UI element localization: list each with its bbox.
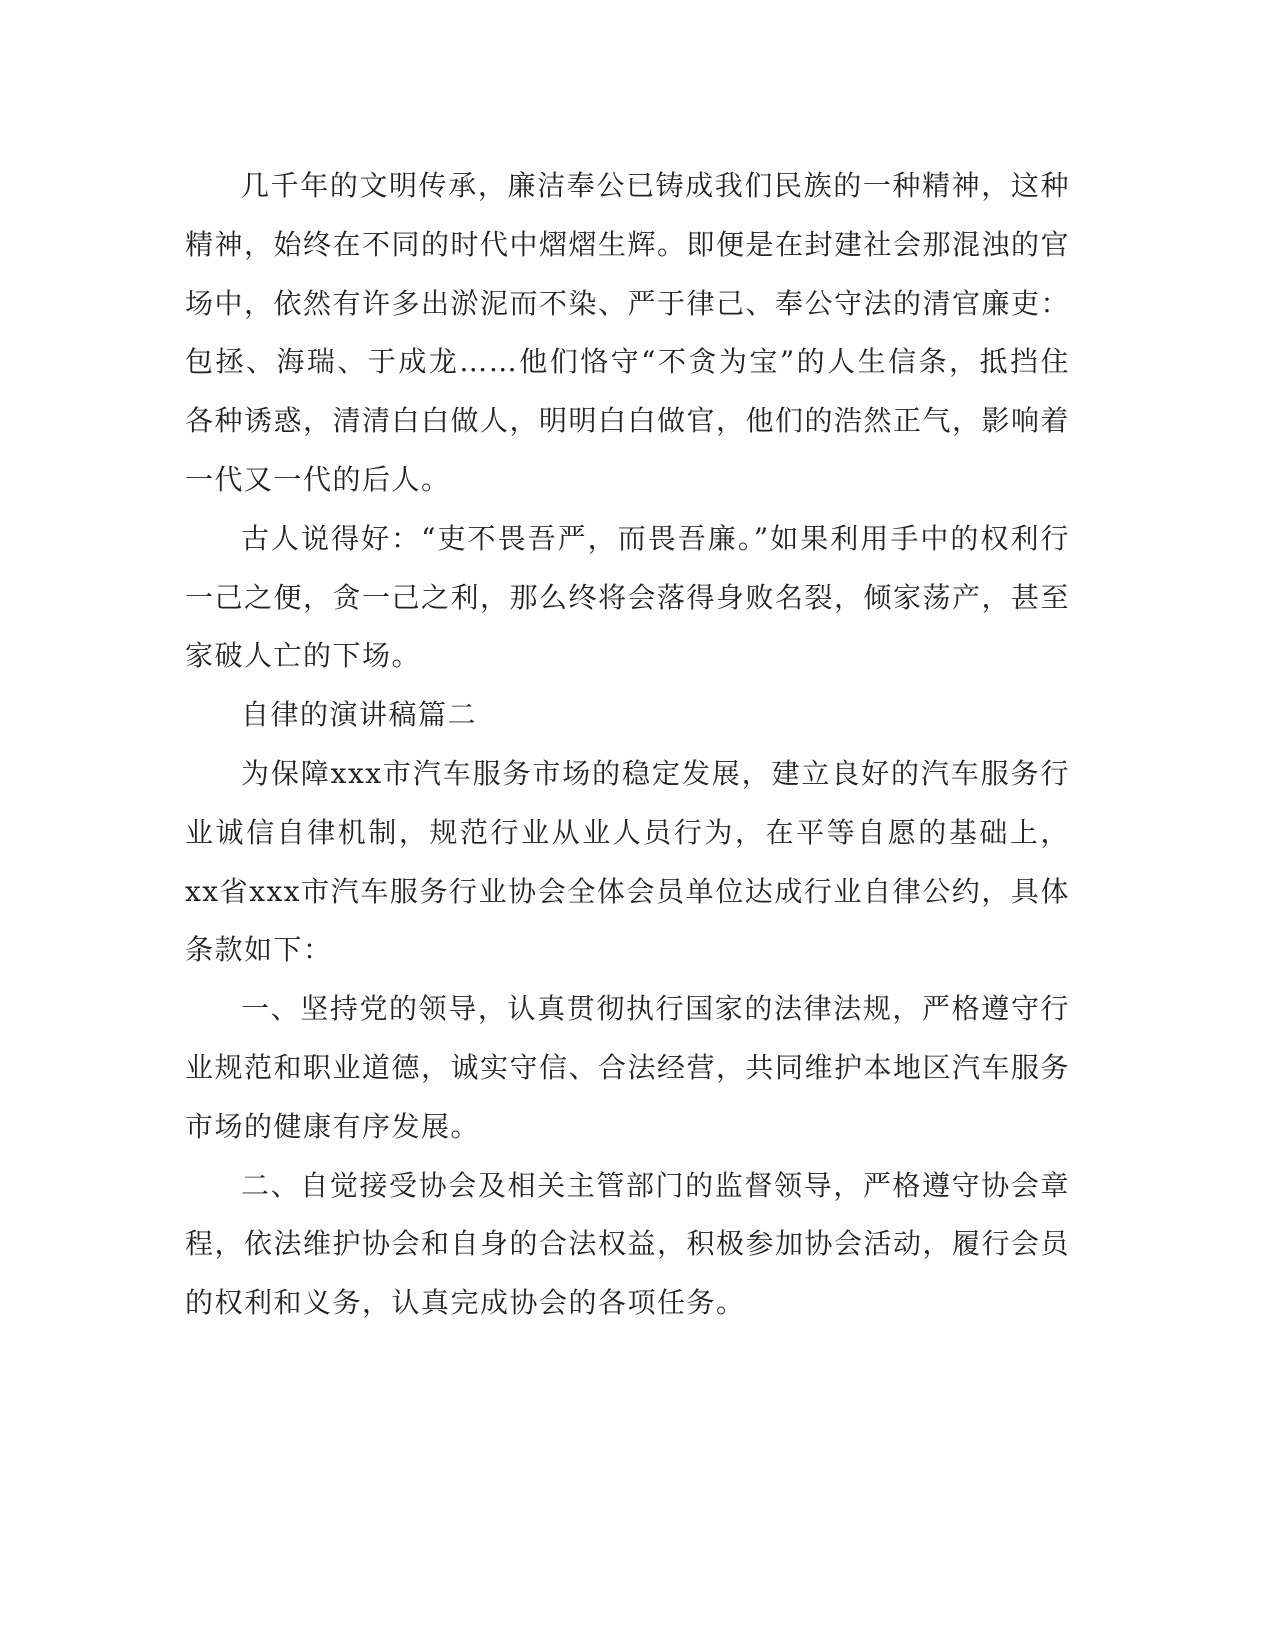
paragraph-clause-two: 二、自觉接受协会及相关主管部门的监督领导，严格遵守协会章程，依法维护协会和自身的合法权益，积极参加协会活动，履行会员的权利和义务，认真完成协会的各项任务。 [185,1168,1071,1320]
paragraph-integrity-tradition: 几千年的文明传承，廉洁奉公已铸成我们民族的一种精神，这种精神，始终在不同的时代中熠熠生辉。即便是在封建社会那混浊的官场中，依然有许多出淤泥而不染、严于律己、奉公守法的清官廉吏：包拯、海瑞、于成龙……他们恪守“不贪为宝”的人生信条，抵挡住各种诱惑，清清白白做人，明明白白做官，他们的浩然正气，影响着一代又一代的后人。 [185,169,1071,496]
section-heading: 自律的演讲稿篇二 [241,698,478,732]
paragraph-ancient-saying: 古人说得好：“吏不畏吾严，而畏吾廉。”如果利用手中的权利行一己之便，贪一己之利，那么终将会落得身败名裂，倾家荡产，甚至家破人亡的下场。 [185,521,1071,673]
paragraph-clause-one: 一、坚持党的领导，认真贯彻执行国家的法律法规，严格遵守行业规范和职业道德，诚实守信、合法经营，共同维护本地区汽车服务市场的健康有序发展。 [185,992,1071,1143]
document-body [185,157,1070,1333]
paragraph-convention-intro: 为保障xxx市汽车服务市场的稳定发展，建立良好的汽车服务行业诚信自律机制，规范行业从业人员行为，在平等自愿的基础上，xx省xxx市汽车服务行业协会全体会员单位达成行业自律公约，具体条款如下： [185,756,1070,967]
